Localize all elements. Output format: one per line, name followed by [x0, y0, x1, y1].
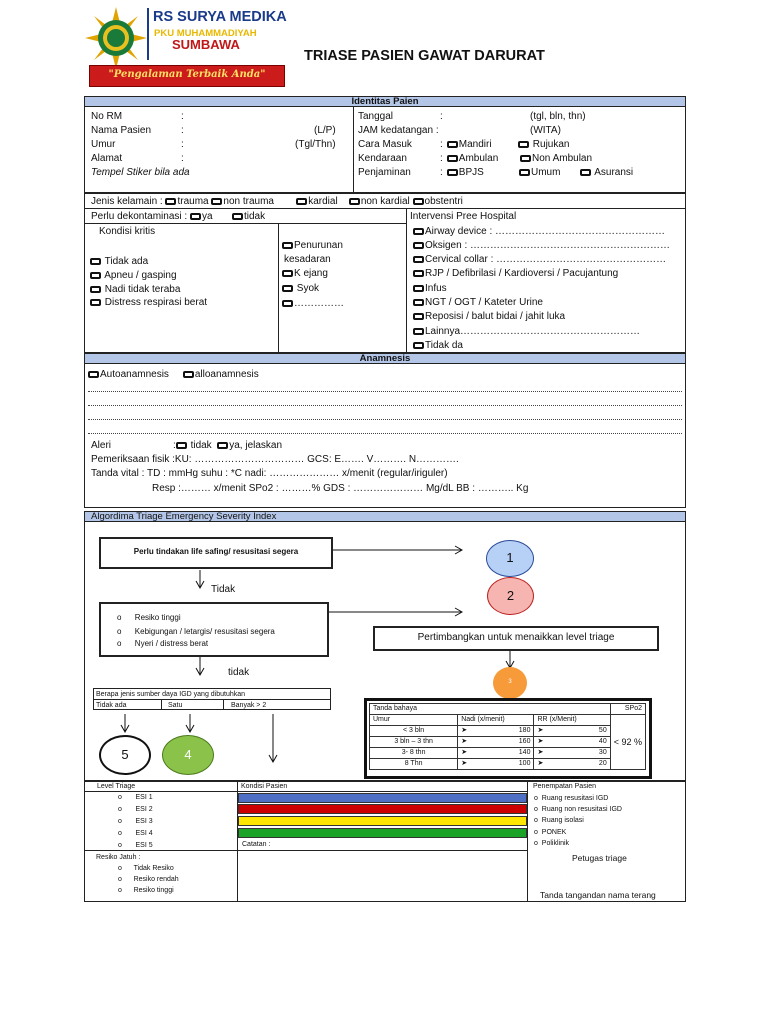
esi-row-3: o ESI 3 [118, 818, 153, 825]
esi-2-label: ESI 2 [135, 806, 153, 813]
anamnesis-line[interactable] [88, 433, 682, 435]
tagline: "Pengalaman Terbaik Anda" [108, 69, 266, 80]
bahaya-umur-cell: 8 Thn [370, 759, 458, 770]
syok-checkbox[interactable] [282, 285, 293, 292]
esi-bar-1 [238, 793, 527, 803]
alamat-label: Alamat [91, 153, 123, 164]
esi-circle-3-label: 3 [508, 679, 512, 685]
dekon-tidak-checkbox[interactable] [232, 213, 243, 220]
section-anamnesis: Anamnesis [84, 353, 686, 364]
penurunan-checkbox[interactable] [282, 242, 293, 249]
table-row [370, 726, 646, 737]
intervensi-item[interactable] [413, 240, 670, 252]
resiko-1-label: Tidak Resiko [133, 865, 174, 872]
resiko-item-3: o Resiko tinggi [118, 887, 174, 894]
apneu-label: Apneu / gasping [104, 270, 177, 281]
tidak-ada-checkbox[interactable] [90, 258, 101, 265]
lainnya-checkbox[interactable] [282, 300, 293, 307]
kendaraan-label: Kendaraan [358, 153, 407, 164]
umum-option[interactable] [519, 167, 560, 179]
table-row [370, 748, 646, 759]
catatan-label: Catatan : [242, 841, 271, 848]
tidak-da-checkbox[interactable] [413, 342, 424, 349]
infus-checkbox[interactable] [413, 285, 424, 292]
sumber-daya-title: Berapa jenis sumber daya IGD yang dibutuhkan [96, 691, 246, 698]
intervensi-title: Intervensi Pree Hospital [410, 211, 517, 222]
kondisi-kejang[interactable] [282, 268, 328, 280]
kardial-label: kardial [308, 196, 338, 207]
wita-label: (WITA) [530, 125, 561, 136]
sumber-satu: Satu [168, 702, 183, 709]
bahaya-title: Tanda bahaya [370, 704, 611, 715]
risk-item-3-label: Nyeri / distress berat [134, 639, 209, 648]
nadi-checkbox[interactable] [90, 286, 101, 293]
tgl-thn-label: (Tgl/Thn) [295, 139, 336, 150]
obstentri-checkbox[interactable] [413, 198, 424, 205]
rujukan-checkbox[interactable] [518, 141, 529, 148]
risk-item-2: o Kebigungan / letargis/ resusitasi segera [117, 627, 275, 636]
non-ambulan-label: Non Ambulan [532, 153, 593, 164]
penempatan-title: Penempatan Pasien [533, 783, 597, 790]
bahaya-nadi-header: Nadi (x/menit) [458, 715, 534, 726]
asuransi-option[interactable] [580, 167, 633, 179]
esi-3-label: ESI 3 [135, 818, 153, 825]
jenis-row [91, 196, 463, 208]
bahaya-nadi-value: 140 [518, 749, 531, 756]
tanda-bahaya-table [369, 703, 646, 770]
reposisi-label: Reposisi / balut bidai / jahit luka [425, 311, 566, 322]
non-kardial-checkbox[interactable] [349, 198, 360, 205]
esi-1-label: ESI 1 [135, 794, 153, 801]
bahaya-nadi-cell: ➤ 160 [458, 737, 534, 748]
bpjs-option[interactable]: : BPJS [440, 167, 484, 178]
place-item-3: o Ruang isolasi [534, 817, 584, 824]
bahaya-rr-value: 30 [598, 749, 607, 756]
intervensi-item[interactable] [413, 254, 666, 266]
syok-label: Syok [296, 283, 320, 294]
level-triage-title: Level Triage [97, 783, 136, 790]
bahaya-rr-cell: ➤ 50 [534, 726, 610, 737]
bahaya-nadi-value: 180 [518, 727, 531, 734]
intervensi-item[interactable] [413, 297, 543, 309]
jam-label: JAM kedatangan : [358, 125, 439, 136]
airway-label: Airway device : …………………………………………… [425, 226, 666, 237]
kondisi-lainnya[interactable] [282, 298, 344, 310]
ngt-label: NGT / OGT / Kateter Urine [425, 297, 543, 308]
lainnya-int-checkbox[interactable] [413, 328, 424, 335]
no-rm-colon: : [181, 111, 184, 122]
kondisi-title: Kondisi kritis [99, 226, 156, 237]
resiko-2-label: Resiko rendah [133, 876, 179, 883]
resiko-jatuh-title: Resiko Jatuh : [96, 854, 141, 861]
bahaya-umur-cell: 3- 8 thn [370, 748, 458, 759]
esi-row-1: o ESI 1 [118, 794, 153, 801]
tidak-1-label: Tidak [211, 584, 236, 595]
tanda-tangan: Tanda tangandan nama terang [540, 890, 656, 900]
bahaya-rr-value: 50 [598, 727, 607, 734]
kondisi-penurunan[interactable] [282, 240, 343, 252]
bahaya-nadi-cell: ➤ 140 [458, 748, 534, 759]
bahaya-umur-cell: 3 bln – 3 thn [370, 737, 458, 748]
ambulan-checkbox[interactable] [447, 155, 458, 162]
lifesaving-text: Perlu tindakan life safing/ resusitasi segera [133, 547, 299, 556]
lp-label: (L/P) [314, 125, 336, 136]
aleri-ya-checkbox[interactable] [217, 442, 228, 449]
place-3-label: Ruang isolasi [541, 817, 584, 824]
umum-label: Umum [531, 167, 561, 178]
kondisi-syok[interactable] [282, 283, 319, 295]
intervensi-item[interactable] [413, 283, 447, 295]
pertimbangan-text: Pertimbangkan untuk menaikkan level triage [417, 632, 615, 643]
cara-masuk-options[interactable]: : Mandiri [440, 139, 492, 150]
non-ambulan-checkbox[interactable] [520, 155, 531, 162]
esi-row-5: o ESI 5 [118, 842, 153, 849]
anamnesis-line[interactable] [88, 391, 682, 393]
esi-bar-4 [238, 828, 527, 838]
section-identitas: Identitas Paien [84, 96, 686, 107]
intervensi-item[interactable] [413, 340, 463, 352]
bahaya-spo2-header: SPo2 [610, 704, 645, 715]
allo-label: alloanamnesis [194, 369, 259, 380]
dekontaminasi-row [91, 211, 265, 223]
bahaya-umur-cell: < 3 bln [370, 726, 458, 737]
section-algoritma: Algordima Triage Emergency Severity Index [84, 511, 686, 522]
place-2-label: Ruang non resusitasi IGD [541, 806, 622, 813]
esi-4-label: ESI 4 [135, 830, 153, 837]
anamnesis-line[interactable] [88, 419, 682, 421]
place-item-5: o Poliklinik [534, 840, 570, 847]
non-ambulan-option[interactable] [520, 153, 592, 165]
table-row [370, 737, 646, 748]
place-item-2: o Ruang non resusitasi IGD [534, 806, 622, 813]
distress-label: Distress respirasi berat [104, 297, 208, 308]
hospital-name: RS SURYA MEDIKA [153, 9, 287, 25]
bahaya-umur-header: Umur [370, 715, 458, 726]
rjp-label: RJP / Defibrilasi / Kardioversi / Pacujantung [425, 268, 619, 279]
oksigen-checkbox[interactable] [413, 242, 424, 249]
nadi-label: Nadi tidak teraba [104, 284, 181, 295]
bahaya-rr-value: 20 [598, 760, 607, 767]
no-rm-label: No RM [91, 111, 123, 122]
trauma-checkbox[interactable] [165, 198, 176, 205]
place-item-4: o PONEK [534, 829, 567, 836]
aleri-tidak-checkbox[interactable] [176, 442, 187, 449]
stiker-label: Tempel Stiker bila ada [91, 167, 190, 178]
rjp-checkbox[interactable] [413, 270, 424, 277]
intervensi-item[interactable] [413, 311, 565, 323]
infus-label: Infus [425, 283, 447, 294]
kejang-checkbox[interactable] [282, 270, 293, 277]
allo-checkbox[interactable] [183, 371, 194, 378]
aleri-colon: : [173, 440, 176, 451]
rujukan-label: Rujukan [532, 139, 570, 150]
kondisi-apneu[interactable] [90, 270, 177, 282]
esi-row-2: o ESI 2 [118, 806, 153, 813]
kardial-checkbox[interactable] [296, 198, 307, 205]
esi-5-label: ESI 5 [135, 842, 153, 849]
mandiri-checkbox[interactable] [447, 141, 458, 148]
bahaya-nadi-cell: ➤ 100 [458, 759, 534, 770]
pemeriksaan-fisik: Pemeriksaan fisik :KU: …………………………… GCS: E……. V………. N…………. [91, 454, 459, 465]
dekontaminasi-label: Perlu dekontaminasi : [91, 211, 188, 222]
esi-circle-4-label: 4 [184, 747, 192, 762]
oksigen-label: Oksigen : …………………………………………………… [425, 240, 671, 251]
aleri-label: Aleri [91, 440, 112, 451]
place-1-label: Ruang resusitasi IGD [541, 795, 609, 802]
table-row [370, 759, 646, 770]
tidak-da-label: Tidak da [425, 340, 463, 351]
alamat-colon: : [181, 153, 184, 164]
non-trauma-label: non trauma [223, 196, 274, 207]
risk-item-2-label: Kebigungan / letargis/ resusitasi segera [134, 627, 275, 636]
bahaya-nadi-cell: ➤ 180 [458, 726, 534, 737]
airway-checkbox[interactable] [413, 228, 424, 235]
tanda-vital-2: Resp :……… x/menit SPo2 : ………% GDS : ………………… Mg/dL BB : ……….. Kg [152, 483, 529, 494]
risk-item-1: o Resiko tinggi [117, 613, 181, 622]
petugas-triage: Petugas triage [572, 853, 627, 863]
hospital-logo [85, 7, 147, 69]
esi-circle-2-label: 2 [506, 588, 515, 603]
place-5-label: Poliklinik [541, 840, 570, 847]
intervensi-item[interactable] [413, 226, 665, 238]
lainnya-dots: …………… [294, 298, 344, 309]
nama-label: Nama Pasien [91, 125, 152, 136]
apneu-checkbox[interactable] [90, 272, 101, 279]
asuransi-label: Asuransi [594, 167, 634, 178]
umur-label: Umur [91, 139, 116, 150]
bahaya-rr-cell: ➤ 40 [534, 737, 610, 748]
rujukan-option[interactable] [518, 139, 569, 151]
asuransi-checkbox[interactable] [580, 169, 591, 176]
dekon-ya-checkbox[interactable] [190, 213, 201, 220]
cervical-checkbox[interactable] [413, 256, 424, 263]
bahaya-nadi-value: 100 [518, 760, 531, 767]
aleri-ya-label: ya, jelaskan [229, 440, 283, 451]
auto-label: Autoanamnesis [100, 369, 169, 380]
esi-bar-3 [238, 816, 527, 826]
dekon-ya-label: ya [201, 211, 213, 222]
cara-masuk-label: Cara Masuk [358, 139, 412, 150]
kesadaran-label: kesadaran [284, 254, 331, 265]
non-trauma-checkbox[interactable] [211, 198, 222, 205]
hospital-sub: PKU MUHAMMADIYAH [154, 28, 257, 39]
bahaya-rr-cell: ➤ 30 [534, 748, 610, 759]
resiko-item-1: o Tidak Resiko [118, 865, 174, 872]
bpjs-checkbox[interactable] [447, 169, 458, 176]
hospital-city: SUMBAWA [172, 37, 240, 52]
tidak-2-label: tidak [228, 667, 250, 678]
sumber-tidak-ada: Tidak ada [96, 702, 127, 709]
penurunan-label: Penurunan [294, 240, 343, 251]
bahaya-rr-cell: ➤ 20 [534, 759, 610, 770]
bahaya-spo2-value: < 92 % [610, 715, 645, 770]
umur-colon: : [181, 139, 184, 150]
kondisi-distress[interactable] [90, 297, 207, 309]
ambulan-label: Ambulan [458, 153, 499, 164]
distress-checkbox[interactable] [90, 299, 101, 306]
trauma-label: trauma [177, 196, 209, 207]
resiko-item-2: o Resiko rendah [118, 876, 179, 883]
kondisi-nadi[interactable] [90, 284, 180, 296]
esi-circle-5-label: 5 [121, 747, 129, 762]
form-title: TRIASE PASIEN GAWAT DARURAT [304, 48, 545, 64]
tanggal-label: Tanggal [358, 111, 394, 122]
kejang-label: K ejang [294, 268, 328, 279]
esi-bar-2 [238, 804, 527, 814]
anamnesis-type[interactable] [88, 369, 259, 381]
bahaya-rr-header: RR (x/Menit) [534, 715, 610, 726]
tanda-vital-1: Tanda vital : TD : mmHg suhu : *C nadi: ………………… x/menit (regular/iriguler) [91, 468, 448, 479]
mandiri-label: Mandiri [458, 139, 492, 150]
cervical-label: Cervical collar : …………………………………………… [425, 254, 667, 265]
umum-checkbox[interactable] [519, 169, 530, 176]
jenis-label: Jenis kelamain : [91, 196, 163, 207]
place-4-label: PONEK [541, 829, 567, 836]
bahaya-nadi-value: 160 [518, 738, 531, 745]
non-kardial-label: non kardial [360, 196, 410, 207]
aleri-options[interactable] [173, 440, 282, 452]
penjaminan-label: Penjaminan [358, 167, 411, 178]
place-item-1: o Ruang resusitasi IGD [534, 795, 609, 802]
reposisi-checkbox[interactable] [413, 313, 424, 320]
ngt-checkbox[interactable] [413, 299, 424, 306]
risk-item-1-label: Resiko tinggi [134, 613, 181, 622]
esi-circle-1-label: 1 [506, 550, 514, 565]
tanggal-colon: : [440, 111, 443, 122]
nama-colon: : [181, 125, 184, 136]
dekon-tidak-label: tidak [243, 211, 266, 222]
risk-item-3: o Nyeri / distress berat [117, 639, 209, 648]
sumber-banyak: Banyak > 2 [231, 702, 267, 709]
obstentri-label: obstentri [424, 196, 463, 207]
auto-checkbox[interactable] [88, 371, 99, 378]
bpjs-label: BPJS [458, 167, 484, 178]
ambulan-option[interactable]: : Ambulan [440, 153, 499, 164]
aleri-tidak-label: tidak [190, 440, 212, 451]
esi-row-4: o ESI 4 [118, 830, 153, 837]
bahaya-rr-value: 40 [598, 738, 607, 745]
intervensi-item[interactable] [413, 268, 618, 280]
tidak-ada-label: Tidak ada [104, 256, 149, 267]
tanggal-fmt: (tgl, bln, thn) [530, 111, 586, 122]
resiko-3-label: Resiko tinggi [133, 887, 174, 894]
anamnesis-line[interactable] [88, 405, 682, 407]
kondisi-pasien-title: Kondisi Pasien [241, 783, 288, 790]
kondisi-tidak-ada[interactable] [90, 256, 148, 268]
lainnya-int-label: Lainnya……………………………………………… [425, 326, 641, 337]
intervensi-item[interactable] [413, 326, 640, 338]
